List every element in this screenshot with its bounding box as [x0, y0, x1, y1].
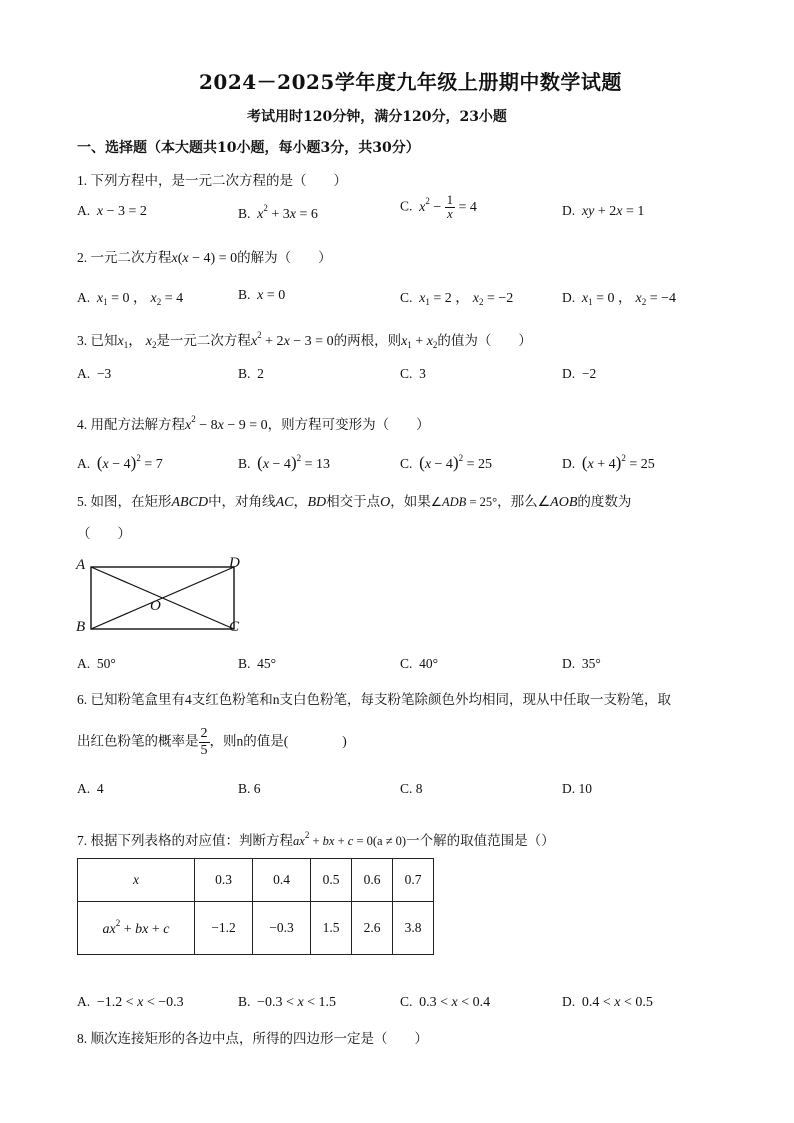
- vertex-label-a: A: [76, 557, 86, 573]
- option-value: 50°: [96, 656, 116, 671]
- table-cell: 0.3: [195, 859, 253, 902]
- option-letter: B.: [238, 456, 251, 471]
- question-text: 的两根，则: [333, 333, 402, 348]
- option-letter: C.: [400, 366, 413, 381]
- question-math: ABCD: [171, 495, 209, 510]
- option-letter: A.: [77, 366, 91, 381]
- option-letter: B.: [238, 781, 251, 796]
- fraction-numerator: 2: [200, 726, 208, 741]
- option-d: [562, 781, 592, 797]
- vertex-label-d: D: [229, 555, 240, 571]
- option-a: [77, 453, 163, 473]
- question-text: 2. 一元二次方程: [77, 250, 172, 265]
- option-d: [562, 203, 644, 220]
- question-math: $x_1$， $x_2$: [117, 334, 157, 350]
- question-text: 3. 已知: [77, 333, 118, 348]
- option-d: [562, 453, 655, 473]
- option-math: $x_1 = 2$ ， $x_2 = -2$: [419, 291, 514, 307]
- question-text: 是一元二次方程: [156, 333, 251, 348]
- table-header-cell: x: [78, 859, 195, 902]
- question-8: 8. 顺次连接矩形的各边中点，所得的四边形一定是（ ）: [77, 1031, 428, 1046]
- option-math: $x_1 = 0$ ， $x_2 = 4$: [96, 291, 184, 307]
- option-c: [400, 656, 438, 672]
- option-math: xy + 2x = 1: [581, 204, 645, 219]
- question-math: $x_1 + x_2$: [401, 334, 438, 350]
- table-header-cell: [78, 902, 195, 955]
- option-c: [400, 194, 477, 221]
- option-letter: D.: [562, 656, 576, 671]
- option-math: $x_1 = 0$ ， $x_2 = -4$: [581, 291, 677, 307]
- vertex-label-c: C: [229, 619, 240, 635]
- table-cell: 0.5: [311, 859, 352, 902]
- table-cell: 2.6: [352, 902, 393, 955]
- option-a: [77, 656, 116, 672]
- option-letter: A.: [77, 656, 91, 671]
- option-math: −0.3 < x < 1.5: [257, 995, 337, 1010]
- option-d: [562, 366, 596, 382]
- option-a: [77, 781, 104, 797]
- option-letter: A.: [77, 203, 91, 218]
- option-value: 6: [253, 781, 261, 796]
- option-c: [400, 287, 513, 307]
- question-text: ，则方程可变形为（ ）: [267, 417, 430, 432]
- option-math: −1.2 < x < −0.3: [96, 995, 184, 1010]
- option-letter: B.: [238, 206, 251, 221]
- option-letter: C.: [400, 781, 413, 796]
- option-letter: C.: [400, 290, 413, 305]
- question-6-line-1: 6. 已知粉笔盒里有4支红色粉笔和n支白色粉笔，每支粉笔除颜色外均相同，现从中任取一支粉笔，取: [77, 692, 671, 707]
- question-text: 4. 用配方法解方程: [77, 417, 185, 432]
- question-text: ，那么: [497, 494, 538, 509]
- option-letter: D.: [562, 203, 576, 218]
- section-heading: 一、选择题（本大题共10小题，每小题3分，共30分）: [77, 140, 420, 156]
- option-value: 3: [419, 366, 426, 381]
- rectangle-diagram: [88, 563, 248, 635]
- option-a: [77, 203, 147, 220]
- option-c: [400, 994, 490, 1011]
- question-math: $x^2 - 8x - 9 = 0$: [185, 414, 268, 433]
- option-letter: D.: [562, 994, 576, 1009]
- option-letter: B.: [238, 656, 251, 671]
- option-b: [238, 994, 336, 1011]
- option-d: [562, 994, 653, 1011]
- option-letter: B.: [238, 287, 251, 302]
- option-letter: D.: [562, 366, 576, 381]
- question-text: ，如果: [390, 494, 431, 509]
- question-math: $ax^2$ + bx + c = 0(a ≠ 0): [293, 830, 407, 848]
- question-math: O: [380, 495, 391, 510]
- question-text: 的解为（ ）: [237, 250, 332, 265]
- question-text: 中，对角线: [208, 494, 276, 509]
- page-subtitle: 考试用时120分钟，满分120分，23小题: [247, 109, 507, 125]
- question-5: [77, 490, 631, 511]
- option-b: [238, 287, 285, 304]
- option-math: x − 3 = 2: [96, 204, 147, 219]
- question-3: [77, 329, 532, 350]
- option-letter: A.: [77, 290, 91, 305]
- option-value: 2: [257, 366, 264, 381]
- option-d: [562, 656, 601, 672]
- question-1: 1. 下列方程中，是一元二次方程的是（ ）: [77, 173, 347, 188]
- option-value: −3: [96, 366, 112, 381]
- option-value: −2: [581, 366, 597, 381]
- table-row: [78, 902, 434, 955]
- question-text: 的度数为: [577, 494, 632, 509]
- option-math: $(x - 4)^2 = 7$: [96, 453, 163, 472]
- table-header-math: $ax^2$ + bx + c: [102, 918, 170, 937]
- table-cell: −0.3: [253, 902, 311, 955]
- option-b: [238, 453, 330, 473]
- question-text: 出红色粉笔的概率是: [77, 733, 199, 749]
- option-letter: D.: [562, 781, 576, 796]
- option-letter: C.: [400, 656, 413, 671]
- table-cell: 1.5: [311, 902, 352, 955]
- question-text: 的值为（ ）: [437, 333, 532, 348]
- option-letter: C.: [400, 994, 413, 1009]
- question-text: 相交于点: [326, 494, 381, 509]
- option-a: [77, 994, 184, 1011]
- option-value: 40°: [419, 656, 439, 671]
- question-math: $x^2 + 2x - 3 = 0$: [250, 330, 334, 349]
- option-math: $x^2 + 3x = 6$: [257, 203, 318, 222]
- table-cell: 0.7: [393, 859, 434, 902]
- question-math: ∠AOB: [537, 495, 578, 510]
- table-row: [78, 859, 434, 902]
- option-value: 8: [415, 781, 423, 796]
- question-text: 5. 如图，在矩形: [77, 494, 172, 509]
- table-cell: 3.8: [393, 902, 434, 955]
- option-a: [77, 366, 111, 382]
- option-math: 0.4 < x < 0.5: [581, 995, 653, 1010]
- table-cell: 0.4: [253, 859, 311, 902]
- option-c: [400, 453, 492, 473]
- table-cell: 0.6: [352, 859, 393, 902]
- option-b: [238, 203, 318, 223]
- option-value: 45°: [257, 656, 277, 671]
- option-b: [238, 656, 276, 672]
- question-text: 7. 根据下列表格的对应值：判断方程: [77, 833, 293, 848]
- option-d: [562, 287, 676, 307]
- question-4: [77, 413, 430, 434]
- option-c: [400, 781, 423, 797]
- option-b: [238, 781, 261, 797]
- question-math: AC，BD: [275, 495, 327, 510]
- vertex-label-b: B: [76, 619, 86, 635]
- option-value: 4: [96, 781, 104, 796]
- question-7: [77, 829, 555, 849]
- table-cell: −1.2: [195, 902, 253, 955]
- option-b: [238, 366, 264, 382]
- option-a: [77, 287, 183, 307]
- option-letter: D.: [562, 456, 576, 471]
- option-math: 0.3 < x < 0.4: [419, 995, 491, 1010]
- option-math: $(x + 4)^2 = 25$: [581, 453, 655, 472]
- page-title: 2024－2025学年度九年级上册期中数学试题: [199, 70, 622, 94]
- option-math: x = 0: [257, 288, 286, 303]
- option-letter: D.: [562, 290, 576, 305]
- option-math: $(x - 4)^2 = 13$: [257, 453, 331, 472]
- option-letter: A.: [77, 994, 91, 1009]
- fraction-denominator: 5: [200, 743, 208, 758]
- option-letter: A.: [77, 781, 91, 796]
- option-math: $x^2$ − $\frac{1}{x}$ = 4: [419, 193, 477, 221]
- question-text: ，则n的值是( ): [209, 733, 347, 749]
- question-math: x(x − 4) = 0: [171, 251, 238, 266]
- values-table: [77, 858, 434, 955]
- option-letter: A.: [77, 456, 91, 471]
- probability-fraction: [199, 726, 210, 759]
- question-text: 一个解的取值范围是（）: [406, 833, 555, 848]
- option-letter: B.: [238, 994, 251, 1009]
- question-6-line-2: [77, 726, 347, 759]
- option-letter: B.: [238, 366, 251, 381]
- question-5-bracket: （ ）: [77, 526, 131, 541]
- option-math: $(x - 4)^2 = 25$: [419, 453, 493, 472]
- option-letter: C.: [400, 456, 413, 471]
- option-value: 35°: [581, 656, 601, 671]
- option-value: 10: [578, 781, 592, 796]
- question-2: [77, 246, 332, 267]
- center-label-o: O: [150, 598, 161, 614]
- question-math: ∠ADB = 25°: [430, 495, 498, 509]
- option-c: [400, 366, 426, 382]
- option-letter: C.: [400, 198, 413, 214]
